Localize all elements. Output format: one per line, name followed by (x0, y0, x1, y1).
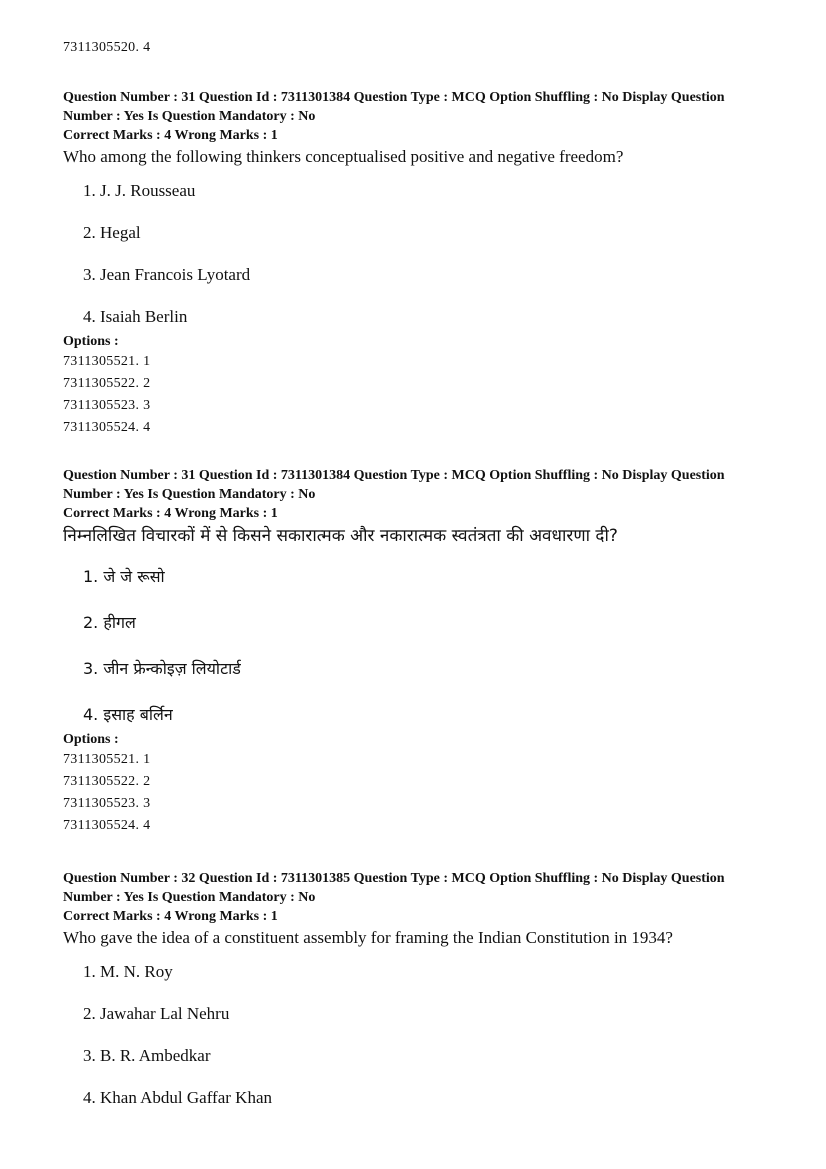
choice-item: 1. जे जे रूसो (83, 567, 165, 586)
option-id: 7311305523. 3 (63, 398, 151, 413)
choice-item: 2. Hegal (83, 223, 141, 242)
choice-list (63, 951, 783, 1119)
options-label: Options : (63, 732, 119, 747)
question-block-31-en (63, 88, 783, 439)
choice-item: 1. M. N. Roy (83, 962, 173, 981)
choice-item: 4. Khan Abdul Gaffar Khan (83, 1088, 273, 1107)
option-id: 7311305524. 4 (63, 818, 151, 833)
choice-list (63, 170, 783, 338)
question-meta-line1: Question Number : 32 Question Id : 7311301385 Question Type : MCQ Option Shuffling : No Display Question (63, 871, 725, 886)
option-id: 7311305524. 4 (63, 420, 151, 435)
question-text: Who among the following thinkers conceptualised positive and negative freedom? (63, 147, 624, 166)
choice-item: 3. Jean Francois Lyotard (83, 265, 251, 284)
choice-list (63, 554, 783, 738)
choice-item: 4. Isaiah Berlin (83, 307, 188, 326)
question-meta-line2: Number : Yes Is Question Mandatory : No (63, 487, 316, 502)
option-id: 7311305522. 2 (63, 774, 151, 789)
option-id: 7311305522. 2 (63, 376, 151, 391)
question-meta-line1: Question Number : 31 Question Id : 7311301384 Question Type : MCQ Option Shuffling : No Display Question (63, 90, 725, 105)
question-text: निम्नलिखित विचारकों में से किसने सकारात्मक और नकारात्मक स्वतंत्रता की अवधारणा दी? (63, 526, 618, 546)
previous-option-id: 7311305520. 4 (63, 40, 151, 55)
question-marks: Correct Marks : 4 Wrong Marks : 1 (63, 506, 278, 521)
question-meta-line2: Number : Yes Is Question Mandatory : No (63, 109, 316, 124)
choice-item: 3. जीन फ्रेन्कोइज़ लियोटार्ड (83, 659, 241, 678)
question-marks: Correct Marks : 4 Wrong Marks : 1 (63, 909, 278, 924)
question-text: Who gave the idea of a constituent assembly for framing the Indian Constitution in 1934? (63, 928, 673, 947)
option-id: 7311305521. 1 (63, 752, 151, 767)
question-block-31-hi (63, 466, 783, 837)
question-meta-line2: Number : Yes Is Question Mandatory : No (63, 890, 316, 905)
question-marks: Correct Marks : 4 Wrong Marks : 1 (63, 128, 278, 143)
choice-item: 2. हीगल (83, 613, 136, 632)
option-id: 7311305523. 3 (63, 796, 151, 811)
choice-item: 2. Jawahar Lal Nehru (83, 1004, 230, 1023)
option-id: 7311305521. 1 (63, 354, 151, 369)
choice-item: 4. इसाह बर्लिन (83, 705, 173, 724)
choice-item: 3. B. R. Ambedkar (83, 1046, 211, 1065)
question-meta-line1: Question Number : 31 Question Id : 7311301384 Question Type : MCQ Option Shuffling : No Display Question (63, 468, 725, 483)
question-block-32-en (63, 869, 783, 1119)
choice-item: 1. J. J. Rousseau (83, 181, 196, 200)
options-label: Options : (63, 334, 119, 349)
